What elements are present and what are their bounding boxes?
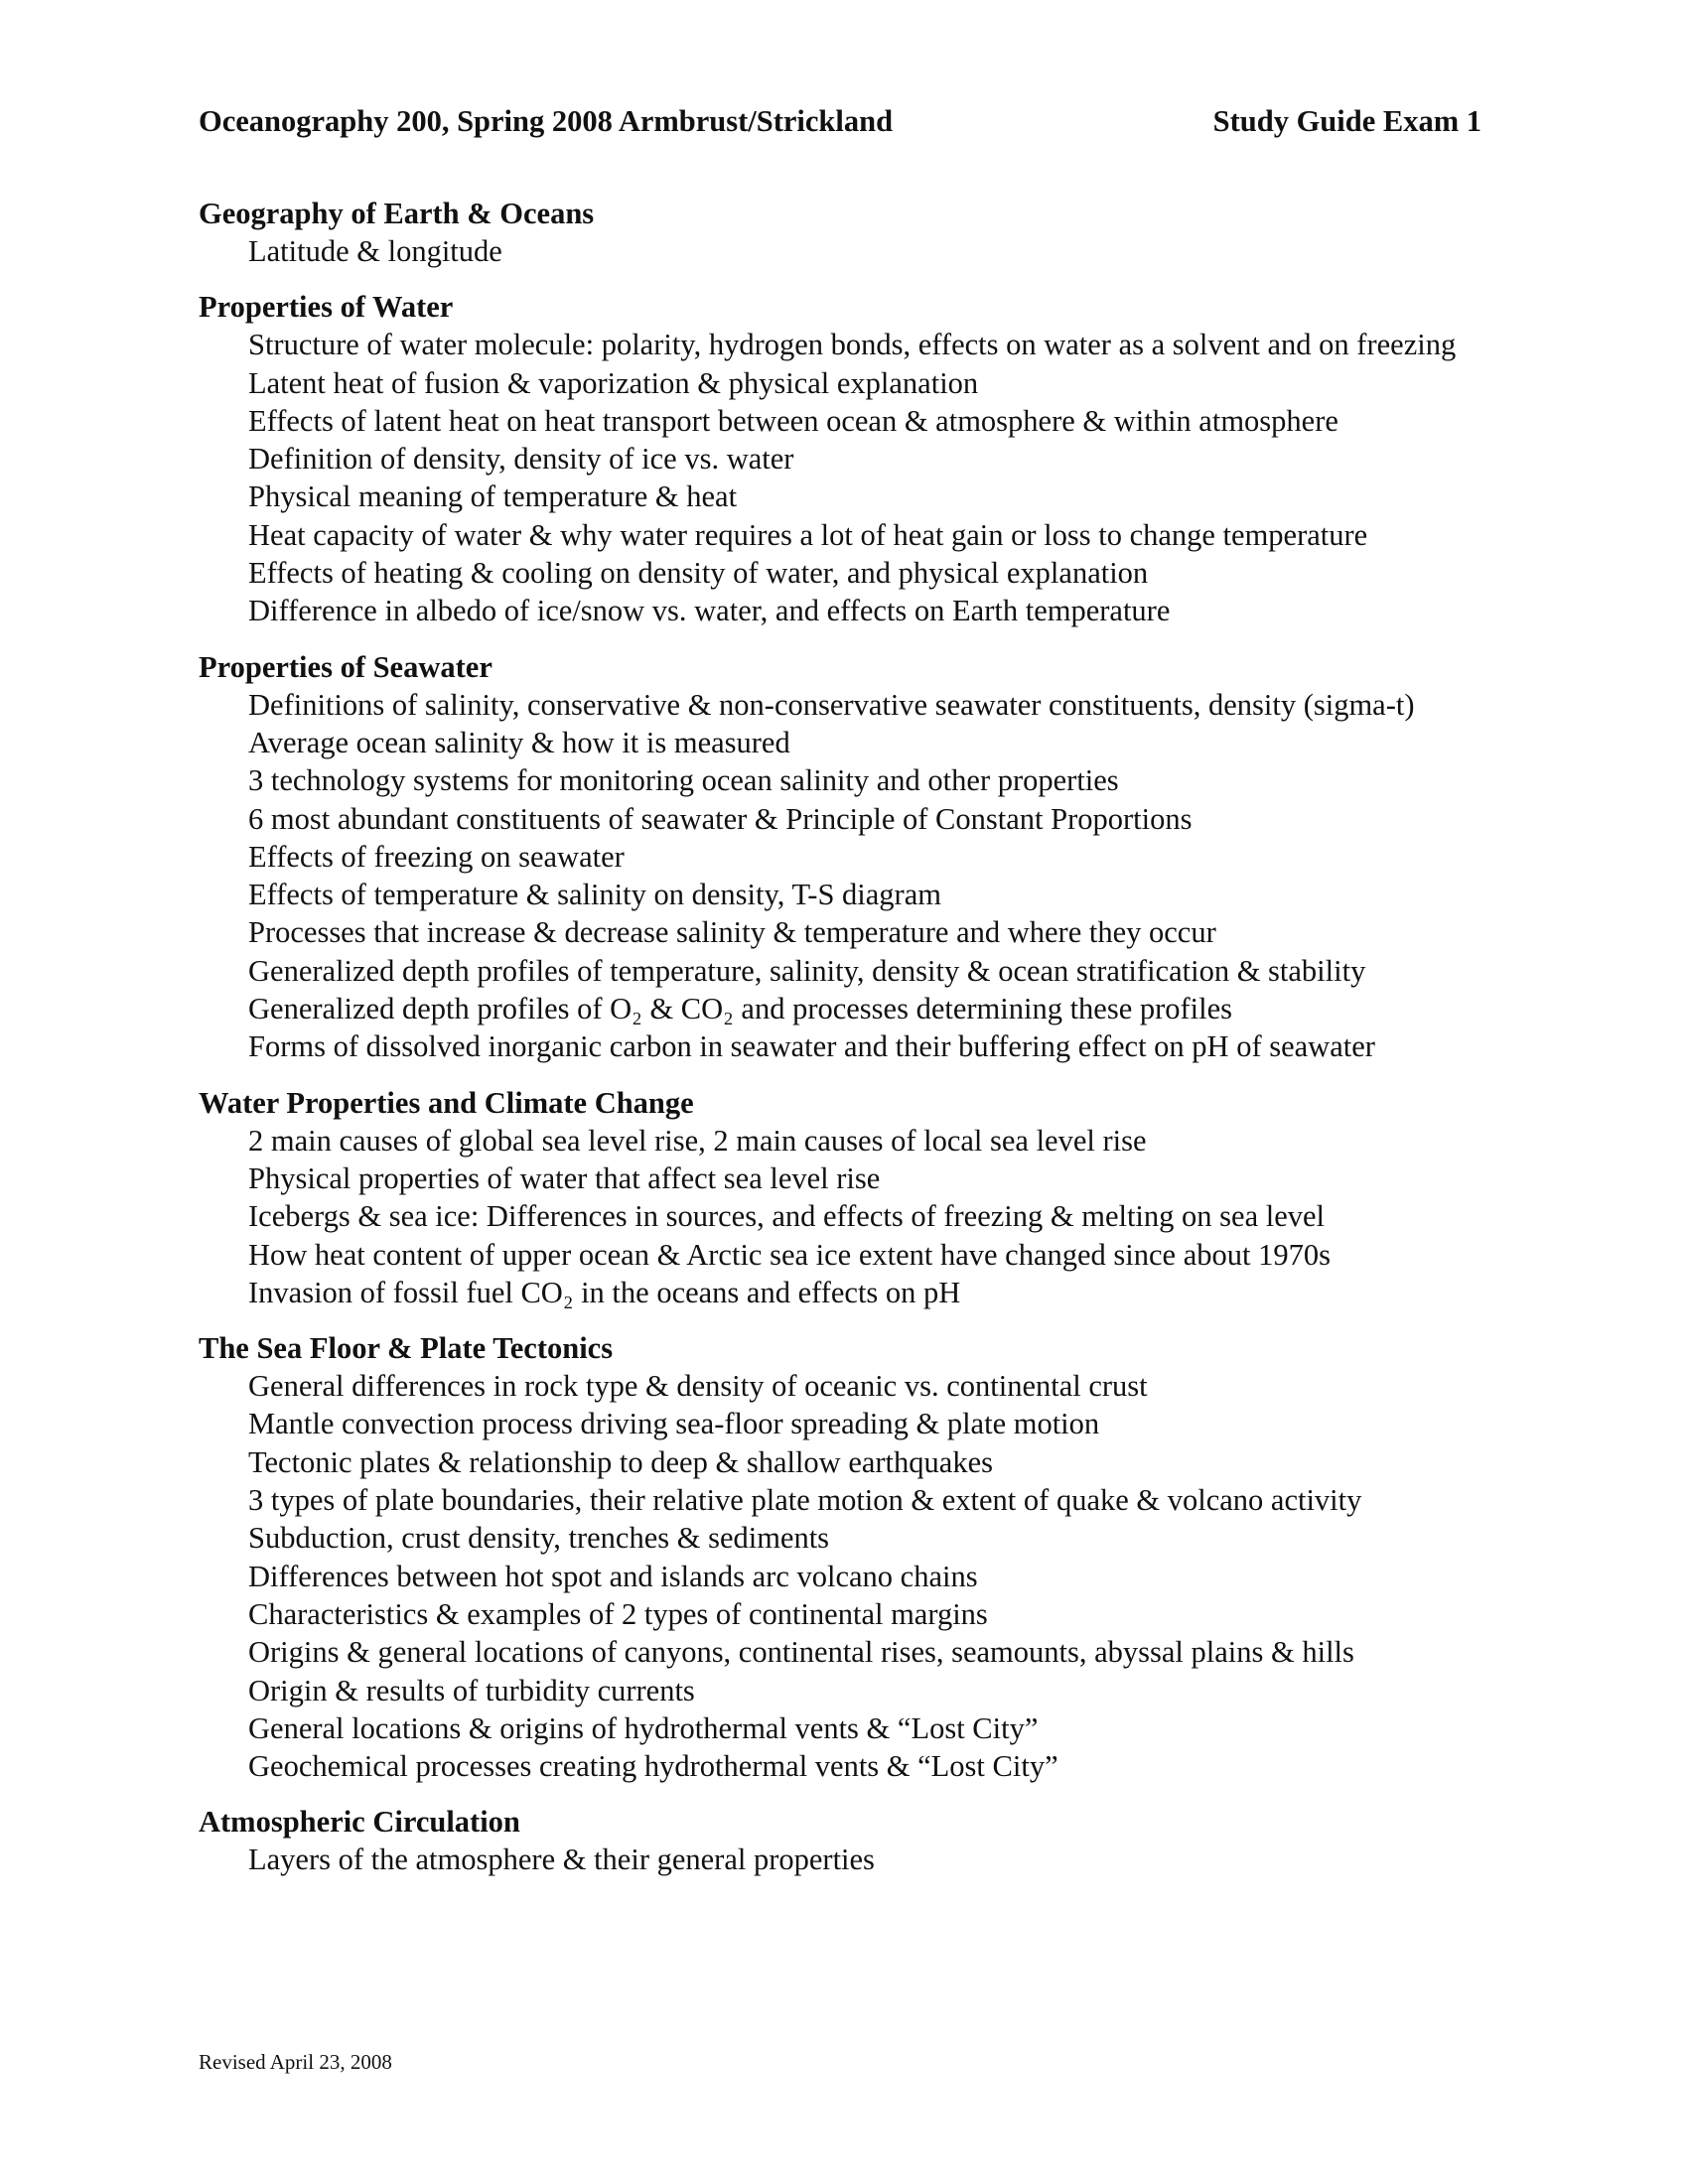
list-item: How heat content of upper ocean & Arctic sea ice extent have changed since about 1970s xyxy=(248,1237,1331,1272)
section-sea-floor xyxy=(199,1329,1489,1785)
section-heading: Properties of Water xyxy=(199,290,454,325)
section-climate-change xyxy=(199,1084,1489,1311)
list-item: General locations & origins of hydrothermal vents & “Lost City” xyxy=(248,1710,1039,1745)
list-item: Processes that increase & decrease salinity & temperature and where they occur xyxy=(248,915,1216,950)
list-item: Origin & results of turbidity currents xyxy=(248,1673,695,1707)
list-item: Effects of temperature & salinity on density, T-S diagram xyxy=(248,878,941,912)
list-item: Latent heat of fusion & vaporization & physical explanation xyxy=(248,365,979,400)
page-header xyxy=(199,99,1481,143)
section-properties-of-water xyxy=(199,288,1489,629)
document-title: Study Guide Exam 1 xyxy=(1212,104,1481,138)
study-guide-content xyxy=(199,195,1489,1897)
section-heading: Atmospheric Circulation xyxy=(199,1805,520,1840)
section-atmospheric-circulation xyxy=(199,1803,1489,1878)
list-item: General differences in rock type & density of oceanic vs. continental crust xyxy=(248,1369,1148,1404)
list-item: Subduction, crust density, trenches & sediments xyxy=(248,1521,830,1556)
list-item: Difference in albedo of ice/snow vs. water, and effects on Earth temperature xyxy=(248,594,1171,628)
list-item: Differences between hot spot and islands arc volcano chains xyxy=(248,1559,978,1593)
list-item: Structure of water molecule: polarity, hydrogen bonds, effects on water as a solvent and on freezing xyxy=(248,328,1457,362)
list-item: 6 most abundant constituents of seawater & Principle of Constant Proportions xyxy=(248,801,1193,836)
section-properties-of-seawater xyxy=(199,648,1489,1066)
section-heading: Geography of Earth & Oceans xyxy=(199,197,595,230)
list-item: Latitude & longitude xyxy=(248,234,502,268)
section-heading: Water Properties and Climate Change xyxy=(199,1085,694,1120)
section-geography xyxy=(199,195,1489,270)
revision-note: Revised April 23, 2008 xyxy=(199,2050,392,2074)
list-item: Tectonic plates & relationship to deep & shallow earthquakes xyxy=(248,1444,993,1479)
list-item: Heat capacity of water & why water requires a lot of heat gain or loss to change temperature xyxy=(248,517,1368,552)
list-item: 3 technology systems for monitoring ocean salinity and other properties xyxy=(248,763,1119,798)
list-item: Generalized depth profiles of O₂ & CO₂ and processes determining these profiles xyxy=(248,992,1233,1026)
list-item: Origins & general locations of canyons, continental rises, seamounts, abyssal plains & hills xyxy=(248,1635,1354,1670)
list-item: 2 main causes of global sea level rise, 2 main causes of local sea level rise xyxy=(248,1123,1147,1158)
list-item: Effects of latent heat on heat transport between ocean & atmosphere & within atmosphere xyxy=(248,403,1338,438)
list-item: Characteristics & examples of 2 types of continental margins xyxy=(248,1596,988,1631)
list-item: Mantle convection process driving sea-floor spreading & plate motion xyxy=(248,1407,1100,1441)
section-heading: The Sea Floor & Plate Tectonics xyxy=(199,1331,614,1366)
list-item: Icebergs & sea ice: Differences in sources, and effects of freezing & melting on sea level xyxy=(248,1199,1326,1234)
list-item: Forms of dissolved inorganic carbon in seawater and their buffering effect on pH of seawater xyxy=(248,1029,1375,1064)
list-item: Definition of density, density of ice vs. water xyxy=(248,442,794,477)
list-item: Generalized depth profiles of temperature, salinity, density & ocean stratification & stability xyxy=(248,953,1366,988)
list-item: Effects of freezing on seawater xyxy=(248,839,625,874)
course-title: Oceanography 200, Spring 2008 Armbrust/Strickland xyxy=(199,104,894,138)
list-item: Physical meaning of temperature & heat xyxy=(248,479,738,514)
list-item: 3 types of plate boundaries, their relative plate motion & extent of quake & volcano activity xyxy=(248,1483,1362,1518)
list-item: Invasion of fossil fuel CO₂ in the oceans and effects on pH xyxy=(248,1275,961,1309)
list-item: Geochemical processes creating hydrothermal vents & “Lost City” xyxy=(248,1749,1058,1784)
list-item: Physical properties of water that affect sea level rise xyxy=(248,1160,881,1195)
list-item: Definitions of salinity, conservative & non-conservative seawater constituents, density (sigma-t) xyxy=(248,687,1415,722)
list-item: Average ocean salinity & how it is measured xyxy=(248,725,790,759)
list-item: Layers of the atmosphere & their general properties xyxy=(248,1843,875,1877)
list-item: Effects of heating & cooling on density of water, and physical explanation xyxy=(248,556,1149,591)
section-heading: Properties of Seawater xyxy=(199,649,492,684)
